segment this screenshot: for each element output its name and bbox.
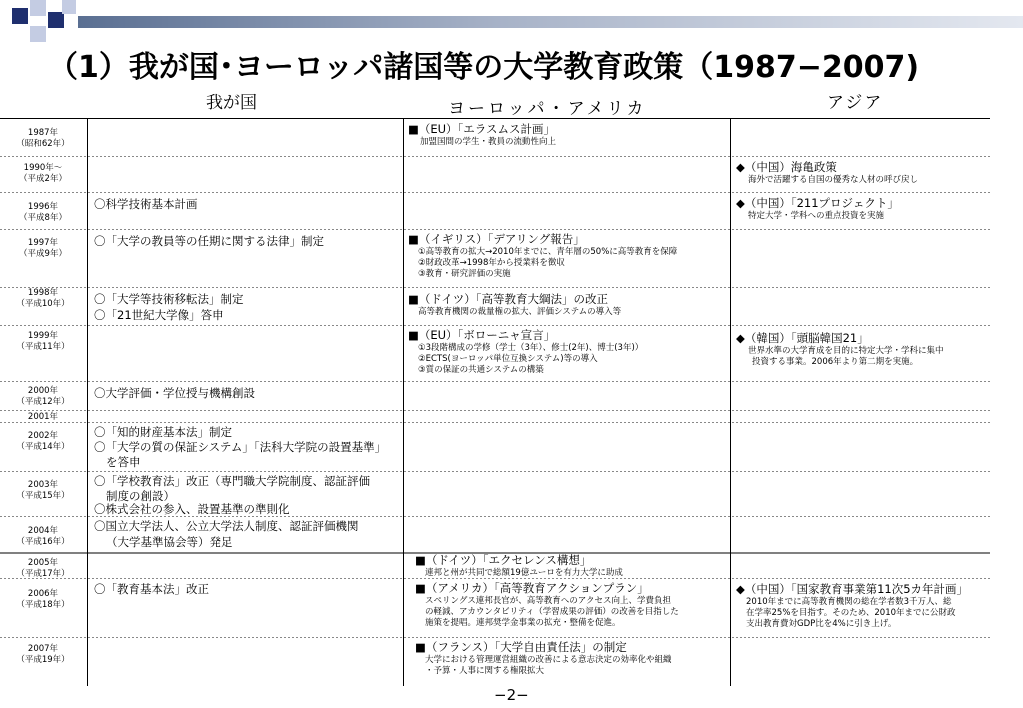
year-western: 1987年	[27, 128, 59, 138]
policy-detail: ③質の保証の共通システムの構築	[418, 365, 544, 375]
asia-policy-2006	[736, 582, 968, 630]
policy-title: ◆（韓国）「頭脳韓国21」	[736, 331, 869, 345]
year-western: 2004年	[27, 526, 59, 536]
japan-policy-2004-cont: （大学基準協会等）発足	[106, 535, 233, 549]
year-era: （平成2年）	[19, 174, 67, 184]
year-western: 1999年	[27, 331, 59, 341]
europe-policy-2007	[415, 640, 672, 677]
year-western: 2006年	[27, 589, 59, 599]
column-header-asia: アジア	[827, 93, 884, 113]
year-label-1996	[0, 202, 86, 224]
policy-title: ■（アメリカ）「高等教育アクションプラン」	[415, 581, 649, 595]
policy-detail: 支出教育費対GDP比を4%に引き上げ。	[746, 619, 897, 629]
policy-detail: 世界水準の大学育成を目的に特定大学・学科に集中	[748, 346, 944, 356]
japan-policy-2004: 〇国立大学法人、公立大学法人制度、認証評価機関	[94, 519, 359, 533]
policy-detail: ①3段階構成の学修（学士（3年）、修士(2年)、博士(3年)）	[418, 343, 644, 353]
policy-detail: 特定大学・学科への重点投資を実施	[748, 211, 885, 221]
policy-title: ■（ドイツ）「エクセレンス構想」	[415, 553, 592, 567]
policy-detail: の軽減、アカウンタビリティ（学習成果の評価）の改善を目指した	[425, 607, 679, 617]
year-era: （平成12年）	[16, 397, 70, 407]
year-label-2004	[0, 526, 86, 548]
japan-policy-2002-b-cont: を答申	[106, 455, 141, 469]
corner-square-light	[30, 0, 46, 16]
corner-square-navy	[48, 12, 64, 28]
year-era: （平成10年）	[16, 299, 70, 309]
year-era: （平成16年）	[16, 537, 70, 547]
year-era: （平成14年）	[16, 442, 70, 452]
year-western: 2005年	[27, 558, 59, 568]
policy-detail: 加盟国間の学生・教員の流動性向上	[420, 137, 557, 147]
europe-policy-1997	[408, 232, 677, 280]
asia-policy-1990	[736, 160, 918, 186]
year-era: （平成9年）	[19, 249, 67, 259]
policy-title: ■（イギリス）「デアリング報告」	[408, 232, 585, 246]
page-title: （1）我が国･ヨーロッパ諸国等の大学教育政策（1987−2007)	[48, 50, 920, 85]
asia-policy-1996	[736, 196, 899, 222]
year-western: 2001年	[27, 412, 59, 422]
year-era: （平成19年）	[16, 655, 70, 665]
year-label-1987	[0, 128, 86, 150]
policy-title: ■（EU）「エラスムス計画」	[408, 122, 555, 136]
policy-detail: 海外で活躍する自国の優秀な人材の呼び戻し	[748, 175, 919, 185]
policy-detail: ②ECTS(ヨーロッパ単位互換システム)等の導入	[418, 354, 598, 364]
japan-policy-1998-a: 〇「大学等技術移転法」制定	[94, 292, 244, 306]
year-label-1997	[0, 238, 86, 260]
policy-title: ■（フランス）「大学自由責任法」の制定	[415, 640, 627, 654]
policy-detail: 2010年までに高等教育機関の総在学者数3千万人、総	[746, 597, 952, 607]
year-label-2003	[0, 480, 86, 502]
japan-policy-2006: 〇「教育基本法」改正	[94, 582, 209, 596]
year-label-2000	[0, 386, 86, 408]
year-label-1990	[0, 163, 86, 185]
column-header-japan: 我が国	[206, 93, 257, 113]
policy-detail: 施策を提唱。連邦奨学金事業の拡充・整備を促進。	[425, 618, 621, 628]
year-label-2006	[0, 589, 86, 611]
policy-detail: 投資する事業。2006年より第二期を実施。	[752, 357, 919, 367]
corner-square-light	[62, 0, 76, 14]
japan-policy-1996: 〇科学技術基本計画	[94, 197, 198, 211]
policy-title: ◆（中国）海亀政策	[736, 160, 837, 174]
year-label-2001	[0, 412, 86, 423]
japan-policy-2002-b: 〇「大学の質の保証システム」「法科大学院の設置基準」	[94, 440, 387, 454]
japan-policy-1997: 〇「大学の教員等の任期に関する法律」制定	[94, 234, 324, 248]
japan-policy-2003-a: 〇「学校教育法」改正（専門職大学院制度、認証評価	[94, 474, 370, 488]
year-western: 1996年	[27, 202, 59, 212]
corner-square-light	[30, 26, 46, 42]
japan-policy-2002-a: 〇「知的財産基本法」制定	[94, 425, 232, 439]
europe-policy-1999	[408, 328, 643, 376]
europe-policy-2005	[415, 553, 623, 579]
policy-detail: ③教育・研究評価の実施	[418, 269, 511, 279]
policy-title: ◆（中国）「211プロジェクト」	[736, 196, 899, 210]
year-label-1998	[0, 288, 86, 310]
europe-policy-1987	[408, 122, 556, 148]
year-label-2002	[0, 431, 86, 453]
column-header-europe-america: ヨーロッパ・アメリカ	[448, 99, 647, 119]
policy-detail: 連邦と州が共同で総額19億ユーロを有力大学に助成	[425, 568, 623, 578]
year-label-2007	[0, 644, 86, 666]
year-era: （平成8年）	[19, 213, 67, 223]
corner-square-navy	[12, 8, 28, 24]
policy-title: ■（EU）「ボローニャ宣言」	[408, 328, 556, 342]
year-western: 1998年	[27, 288, 59, 298]
policy-detail: 大学における管理運営組織の改善による意志決定の効率化や組織	[425, 655, 672, 665]
policy-detail: 高等教育機関の裁量権の拡大、評価システムの導入等	[418, 307, 622, 317]
year-western: 2007年	[27, 644, 59, 654]
year-era: （平成15年）	[16, 491, 70, 501]
year-era: （平成11年）	[16, 342, 70, 352]
year-era: （昭和62年）	[16, 139, 70, 149]
year-western: 1990年～	[23, 163, 63, 173]
year-western: 2003年	[27, 480, 59, 490]
asia-policy-1999	[736, 331, 944, 368]
year-western: 2002年	[27, 431, 59, 441]
europe-policy-2006	[415, 581, 679, 629]
policy-detail: ・予算・人事に関する権限拡大	[425, 666, 545, 676]
year-era: （平成18年）	[16, 600, 70, 610]
policy-detail: 在学率25%を目指す。そのため、2010年までに公財政	[746, 608, 956, 618]
header-gradient-bar	[78, 16, 1023, 28]
policy-title: ■（ドイツ）「高等教育大綱法」の改正	[408, 292, 609, 306]
policy-detail: スペリングス連邦長官が、高等教育へのアクセス向上、学費負担	[425, 596, 671, 606]
policy-detail: ②財政改革→1998年から授業料を徴収	[418, 258, 565, 268]
policy-title: ◆（中国）「国家教育事業第11次5カ年計画」	[736, 582, 969, 596]
year-era: （平成17年）	[16, 569, 70, 579]
year-label-2005	[0, 558, 86, 580]
japan-policy-1998-b: 〇「21世紀大学像」答申	[94, 308, 224, 322]
page-number: −2−	[494, 686, 529, 704]
japan-policy-2003-b: 〇株式会社の参入、設置基準の準則化	[94, 502, 290, 516]
japan-policy-2000: 〇大学評価・学位授与機構創設	[94, 386, 255, 400]
year-label-1999	[0, 331, 86, 353]
europe-policy-1998	[408, 292, 621, 318]
policy-detail: ①高等教育の拡大→2010年までに、青年層の50%に高等教育を保障	[418, 247, 678, 257]
year-western: 1997年	[27, 238, 59, 248]
year-western: 2000年	[27, 386, 59, 396]
japan-policy-2003-a-cont: 制度の創設）	[106, 489, 175, 503]
